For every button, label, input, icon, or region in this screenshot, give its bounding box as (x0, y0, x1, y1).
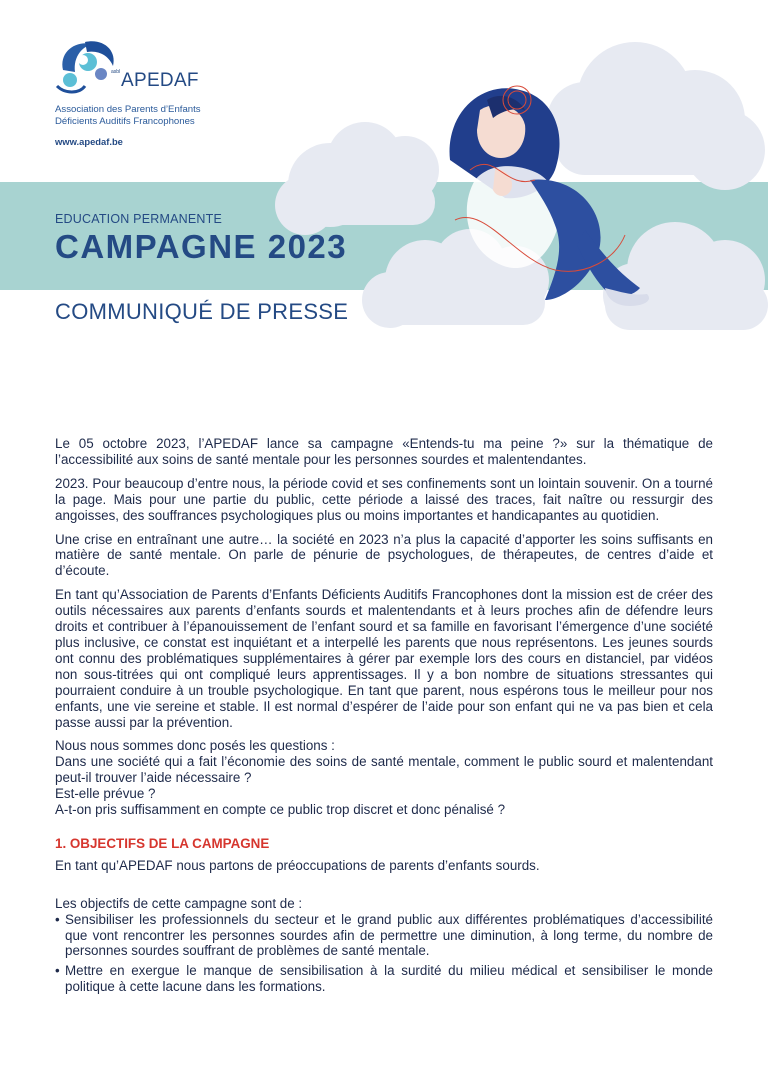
question-item: Est-elle prévue ? (55, 786, 156, 802)
body-paragraph: Une crise en entraînant une autre… la société en 2023 n’a plus la capacité d’apporter les soins suffisants en matière de santé mentale. On parle de pénurie de psychologues, de thérapeutes, de centres d’aide et d’écoute. (55, 531, 713, 579)
objectives-list-intro: Les objectifs de cette campagne sont de : (55, 895, 303, 911)
apedaf-logo-mark-icon (55, 36, 121, 96)
page-title: CAMPAGNE 2023 (55, 228, 348, 265)
org-name-line-1: Association des Parents d’Enfants (55, 104, 201, 115)
questions-intro: Nous nous sommes donc posés les questions : (55, 738, 335, 754)
org-name-line-2: Déficients Auditifs Francophones (55, 116, 195, 127)
section-heading-objectives: 1. OBJECTIFS DE LA CAMPAGNE (55, 835, 270, 851)
body-paragraph: Le 05 octobre 2023, l’APEDAF lance sa campagne «Entends-tu ma peine ?» sur la thématique de l’accessibilité aux soins de santé mentale pour les personnes sourdes et malentendantes. (55, 436, 713, 467)
logo-brand-text: APEDAF (121, 70, 199, 91)
page-subtitle: COMMUNIQUÉ DE PRESSE (55, 299, 349, 324)
press-release-body (55, 436, 713, 999)
objective-item: • Mettre en exergue le manque de sensibilisation à la surdité du milieu médical et sensibiliser le monde politique à cette lacune dans les formations. (55, 963, 713, 995)
objective-item: • Sensibiliser les professionnels du secteur et le grand public aux différentes problématiques d’accessibilité que vont rencontrer les personnes sourdes afin de permettre une diminution, à long terme, du nombre de personnes sourdes souffrant de problèmes de santé mentale. (55, 912, 713, 960)
questions-block (55, 738, 713, 818)
website-link[interactable]: www.apedaf.be (55, 136, 123, 147)
body-paragraph: 2023. Pour beaucoup d’entre nous, la période covid et ses confinements sont un lointain souvenir. On a tourné la page. Mais pour une partie du public, cette période a laissé des traces, fait naître ou ressurgir des angoisses, des souffrances psychologiques plus ou moins importantes et handicapantes au quotidien. (55, 475, 713, 523)
question-item: A-t-on pris suffisamment en compte ce public trop discret et donc pénalisé ? (55, 802, 506, 818)
org-full-name (55, 104, 255, 128)
question-item: Dans une société qui a fait l’économie des soins de santé mentale, comment le public sourd et malentendant peut-il trouver l’aide nécessaire ? (55, 754, 713, 786)
section-intro: En tant qu’APEDAF nous partons de préoccupations de parents d’enfants sourds. (55, 857, 540, 873)
logo-asbl-tag: asbl (111, 69, 121, 75)
eyebrow-label: EDUCATION PERMANENTE (55, 212, 222, 226)
body-paragraph: En tant qu’Association de Parents d’Enfants Déficients Auditifs Francophones dont la mission est de créer des outils nécessaires aux parents d’enfants sourds et malentendants et à leurs proches afin de défendre leurs droits et contribuer à l’épanouissement de l’enfant sourd et sa famille en favorisant l’émergence d’une société plus inclusive, ce constat est inquiétant et a interpellé les parents que nous représentons. Les jeunes sourds ont connu des problématiques supplémentaires à gérer par exemple lors des cours en distanciel, par vidéos non sous-titrées qui ont compliqué leurs apprentissages. Il y a bon nombre de situations stressantes qui pourraient conduire à un trouble psychologique. En tant que parent, nous espérons tous le meilleur pour nos enfants, une vie sereine et stable. Il est normal d’espérer de l’aide pour son enfant qui ne va pas bien et cela passe aussi par la prévention. (55, 587, 713, 730)
objectives-list (55, 912, 713, 996)
